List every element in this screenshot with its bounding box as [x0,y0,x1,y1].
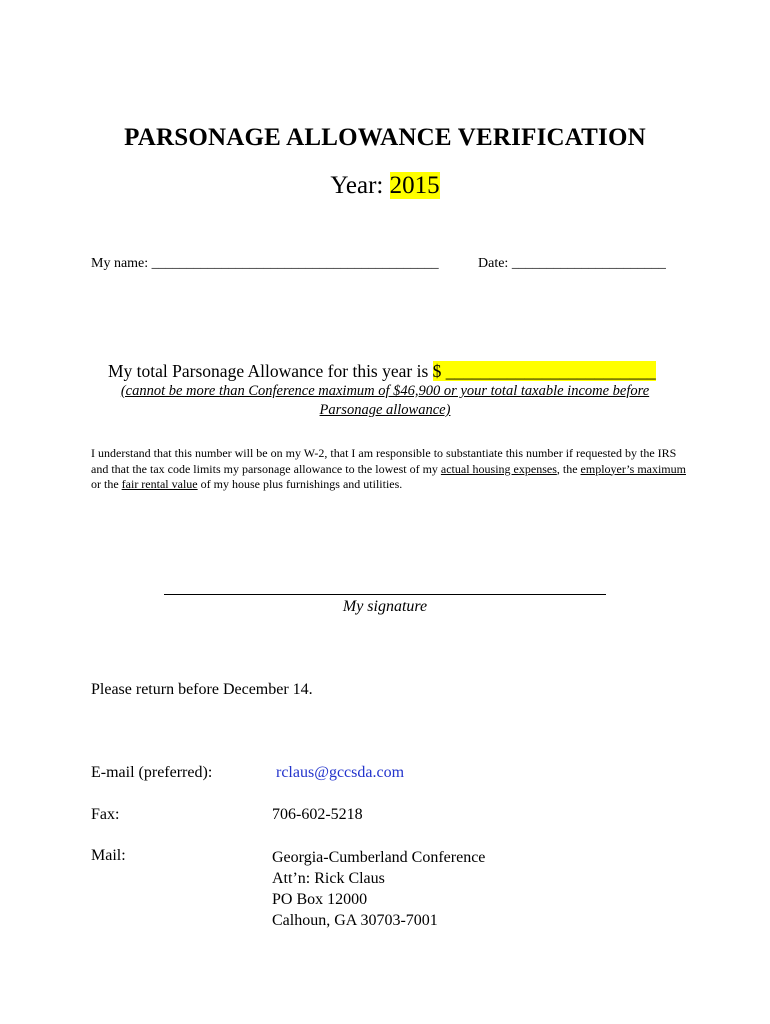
fax-value: 706-602-5218 [272,806,363,823]
mail-address-line: Georgia-Cumberland Conference [272,849,486,866]
name-field[interactable] [91,256,439,272]
fax-label: Fax: [91,806,120,823]
email-label: E-mail (preferred): [91,764,213,781]
mail-label: Mail: [91,847,126,864]
return-note: Please return before December 14. [91,681,313,698]
year-value: 2015 [389,172,440,199]
document-title: PARSONAGE ALLOWANCE VERIFICATION [124,124,646,151]
mail-address [272,847,485,931]
fair-rental-value: fair rental value [121,477,198,491]
mail-address-line: PO Box 12000 [272,891,368,908]
name-label: My name: [91,256,149,271]
allowance-note-line-1: (cannot be more than Conference maximum of $46,900 or your total taxable income before [120,383,650,399]
allowance-note-line-2: Parsonage allowance) [319,402,451,418]
signature-line[interactable] [164,580,606,595]
allowance-line [108,361,656,382]
date-field[interactable] [478,256,666,272]
mail-address-line: Calhoun, GA 30703-7001 [272,912,438,929]
year-line [0,172,770,200]
allowance-text: My total Parsonage Allowance for this year is [108,361,429,381]
email-link[interactable]: rclaus@gccsda.com [276,764,405,781]
signature-label: My signature [342,598,428,615]
name-blank[interactable]: _________________________________________ [151,256,439,271]
employers-maximum: employer’s maximum [580,461,686,476]
date-label: Date: [478,256,509,271]
year-label: Year: [330,172,384,199]
mail-address-line: Att’n: Rick Claus [272,870,385,887]
actual-housing-expenses: actual housing expenses [440,461,557,476]
allowance-amount-field[interactable]: $ ________________________ [432,361,656,381]
statement-paragraph: I understand that this number will be on my W-2, that I am responsible to substantiate this number if requested by the IRS and that the tax code limits my parsonage allowance to the lowest of my actual housing expenses, the employer’s maximum or the fair rental value of my house plus furnishings and utilities. [91,446,686,491]
date-blank[interactable]: ______________________ [511,256,666,271]
